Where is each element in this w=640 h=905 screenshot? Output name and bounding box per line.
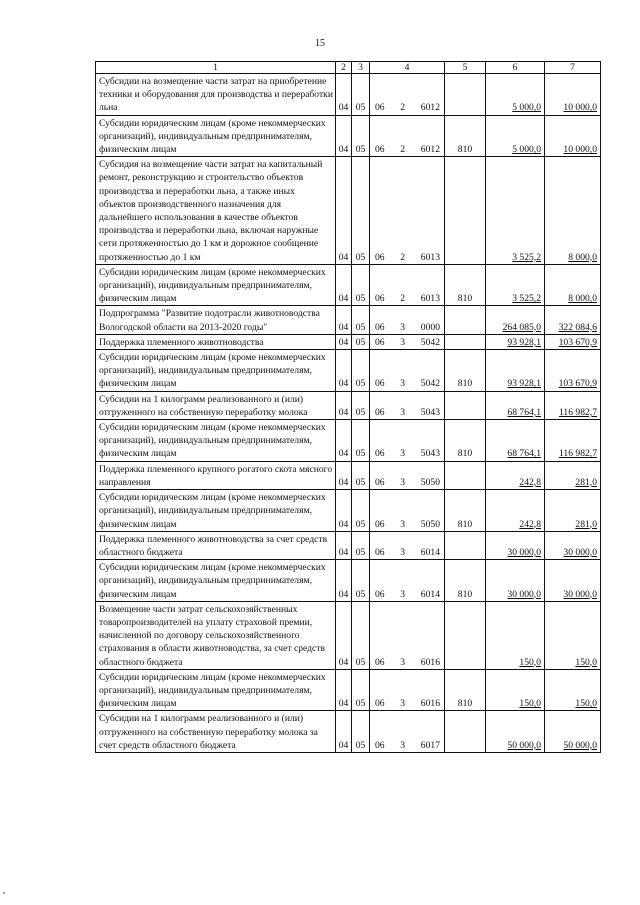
row-section: 04 [336, 74, 352, 116]
table-row [96, 711, 601, 753]
table-row [96, 264, 601, 306]
header-col-3: 3 [352, 62, 370, 74]
header-col-1: 1 [96, 62, 336, 74]
row-name: Поддержка племенного животноводства за счет средств областного бюджета [96, 531, 336, 559]
budget-table [95, 61, 601, 753]
row-amount-year2: 116 982,7 [545, 420, 601, 462]
row-amount-year1: 68 764,1 [486, 391, 545, 419]
article-subprogram: 3 [400, 406, 406, 418]
table-row [96, 334, 601, 349]
table-row [96, 115, 601, 157]
row-amount-year2: 116 982,7 [545, 391, 601, 419]
row-expense-type: 810 [445, 669, 486, 711]
row-amount-year1: 93 928,1 [486, 350, 545, 392]
row-expense-type: 810 [445, 115, 486, 157]
article-program: 06 [375, 378, 385, 390]
table-row [96, 74, 601, 116]
table-row [96, 669, 601, 711]
article-program: 06 [375, 739, 385, 751]
row-section: 04 [336, 334, 352, 349]
row-section: 04 [336, 157, 352, 265]
article-subprogram: 3 [400, 321, 406, 333]
row-expense-type [445, 74, 486, 116]
row-amount-year2: 8 000,0 [545, 264, 601, 306]
row-amount-year2: 281,0 [545, 461, 601, 489]
row-amount-year1: 5 000,0 [486, 74, 545, 116]
article-subprogram: 2 [400, 102, 406, 114]
row-section: 04 [336, 490, 352, 532]
row-section: 04 [336, 560, 352, 602]
row-amount-year2: 10 000,0 [545, 74, 601, 116]
row-target-article [370, 461, 445, 489]
row-name: Поддержка племенного крупного рогатого скота мясного направления [96, 461, 336, 489]
row-amount-year2: 10 000,0 [545, 115, 601, 157]
row-section: 04 [336, 601, 352, 669]
table-row [96, 420, 601, 462]
article-program: 06 [375, 698, 385, 710]
row-amount-year2: 150,0 [545, 669, 601, 711]
row-expense-type [445, 334, 486, 349]
article-subprogram: 3 [400, 546, 406, 558]
row-subsection: 05 [352, 711, 370, 753]
article-subprogram: 3 [400, 378, 406, 390]
row-name: Субсидии юридическим лицам (кроме некоммерческих организаций), индивидуальным предпринимателям, физическим лицам [96, 669, 336, 711]
row-amount-year1: 3 525,2 [486, 264, 545, 306]
row-name: Субсидии на возмещение части затрат на приобретение техники и оборудования для производства и переработки льна [96, 74, 336, 116]
row-target-article [370, 531, 445, 559]
article-code: 6014 [420, 588, 440, 600]
row-target-article [370, 490, 445, 532]
row-subsection: 05 [352, 264, 370, 306]
row-section: 04 [336, 306, 352, 334]
row-expense-type [445, 391, 486, 419]
row-subsection: 05 [352, 461, 370, 489]
row-subsection: 05 [352, 531, 370, 559]
row-amount-year2: 30 000,0 [545, 531, 601, 559]
article-code: 5042 [420, 378, 440, 390]
article-subprogram: 3 [400, 588, 406, 600]
row-subsection: 05 [352, 669, 370, 711]
article-program: 06 [375, 102, 385, 114]
row-subsection: 05 [352, 157, 370, 265]
article-subprogram: 2 [400, 293, 406, 305]
row-target-article [370, 560, 445, 602]
header-col-6: 6 [486, 62, 545, 74]
article-code: 5043 [420, 448, 440, 460]
row-target-article [370, 157, 445, 265]
article-code: 0000 [420, 321, 440, 333]
article-program: 06 [375, 144, 385, 156]
row-amount-year2: 50 000,0 [545, 711, 601, 753]
header-row [96, 62, 601, 74]
article-code: 5042 [420, 336, 440, 348]
row-amount-year1: 50 000,0 [486, 711, 545, 753]
row-amount-year1: 3 525,2 [486, 157, 545, 265]
article-subprogram: 2 [400, 251, 406, 263]
row-amount-year1: 5 000,0 [486, 115, 545, 157]
row-subsection: 05 [352, 334, 370, 349]
row-amount-year1: 93 928,1 [486, 334, 545, 349]
table-row [96, 461, 601, 489]
article-program: 06 [375, 293, 385, 305]
row-target-article [370, 350, 445, 392]
row-target-article [370, 601, 445, 669]
row-expense-type: 810 [445, 264, 486, 306]
row-amount-year1: 150,0 [486, 601, 545, 669]
row-section: 04 [336, 420, 352, 462]
row-name: Субсидии юридическим лицам (кроме некоммерческих организаций), индивидуальным предпринимателям, физическим лицам [96, 490, 336, 532]
article-code: 5050 [420, 476, 440, 488]
article-program: 06 [375, 448, 385, 460]
row-section: 04 [336, 264, 352, 306]
row-expense-type [445, 461, 486, 489]
article-program: 06 [375, 476, 385, 488]
row-amount-year1: 150,0 [486, 669, 545, 711]
row-subsection: 05 [352, 350, 370, 392]
row-target-article [370, 306, 445, 334]
header-col-7: 7 [545, 62, 601, 74]
row-subsection: 05 [352, 420, 370, 462]
row-subsection: 05 [352, 306, 370, 334]
row-section: 04 [336, 711, 352, 753]
row-name: Субсидии юридическим лицам (кроме некоммерческих организаций), индивидуальным предпринимателям, физическим лицам [96, 115, 336, 157]
row-name: Поддержка племенного животноводства [96, 334, 336, 349]
page-number: 15 [315, 38, 325, 49]
row-section: 04 [336, 461, 352, 489]
row-amount-year1: 242,8 [486, 490, 545, 532]
article-subprogram: 3 [400, 739, 406, 751]
row-expense-type: 810 [445, 560, 486, 602]
table-row [96, 531, 601, 559]
article-code: 6017 [420, 739, 440, 751]
row-name: Субсидии юридическим лицам (кроме некоммерческих организаций), индивидуальным предпринимателям, физическим лицам [96, 350, 336, 392]
article-program: 06 [375, 546, 385, 558]
article-code: 6013 [420, 293, 440, 305]
table-row [96, 350, 601, 392]
article-program: 06 [375, 336, 385, 348]
article-program: 06 [375, 518, 385, 530]
article-code: 6014 [420, 546, 440, 558]
row-section: 04 [336, 391, 352, 419]
row-section: 04 [336, 115, 352, 157]
row-expense-type: 810 [445, 490, 486, 532]
header-col-5: 5 [445, 62, 486, 74]
row-section: 04 [336, 531, 352, 559]
row-expense-type [445, 157, 486, 265]
row-subsection: 05 [352, 115, 370, 157]
row-amount-year2: 281,0 [545, 490, 601, 532]
row-target-article [370, 74, 445, 116]
row-amount-year1: 68 764,1 [486, 420, 545, 462]
row-name: Субсидии на 1 килограмм реализованного и (или) отгруженного на собственную переработку молока за счет средств областного бюджета [96, 711, 336, 753]
row-name: Субсидии юридическим лицам (кроме некоммерческих организаций), индивидуальным предпринимателям, физическим лицам [96, 560, 336, 602]
article-program: 06 [375, 406, 385, 418]
scan-speck [3, 892, 5, 894]
row-name: Возмещение части затрат сельскохозяйственных товаропроизводителей на уплату страховой премии, начисленной по договору сельскохозяйственного страхования в области животноводства, за счет средств областного бюджета [96, 601, 336, 669]
article-code: 5050 [420, 518, 440, 530]
row-target-article [370, 264, 445, 306]
row-target-article [370, 115, 445, 157]
article-subprogram: 2 [400, 144, 406, 156]
article-code: 6012 [420, 144, 440, 156]
row-expense-type [445, 601, 486, 669]
article-subprogram: 3 [400, 698, 406, 710]
row-amount-year2: 103 670,9 [545, 334, 601, 349]
row-name: Субсидии юридическим лицам (кроме некоммерческих организаций), индивидуальным предпринимателям, физическим лицам [96, 264, 336, 306]
article-program: 06 [375, 321, 385, 333]
row-subsection: 05 [352, 601, 370, 669]
table-row [96, 306, 601, 334]
row-amount-year2: 150,0 [545, 601, 601, 669]
row-name: Субсидии на 1 килограмм реализованного и (или) отгруженного на собственную переработку молока [96, 391, 336, 419]
row-expense-type [445, 531, 486, 559]
row-expense-type: 810 [445, 420, 486, 462]
row-amount-year1: 264 085,0 [486, 306, 545, 334]
row-subsection: 05 [352, 391, 370, 419]
row-name: Подпрограмма "Развитие подотрасли животноводства Вологодской области на 2013-2020 годы" [96, 306, 336, 334]
header-col-2: 2 [336, 62, 352, 74]
row-amount-year1: 242,8 [486, 461, 545, 489]
row-expense-type [445, 306, 486, 334]
article-program: 06 [375, 251, 385, 263]
row-target-article [370, 334, 445, 349]
row-amount-year1: 30 000,0 [486, 560, 545, 602]
row-target-article [370, 711, 445, 753]
row-amount-year2: 30 000,0 [545, 560, 601, 602]
row-target-article [370, 420, 445, 462]
article-subprogram: 3 [400, 448, 406, 460]
row-section: 04 [336, 350, 352, 392]
row-target-article [370, 669, 445, 711]
header-col-4: 4 [370, 62, 445, 74]
table-row [96, 490, 601, 532]
row-target-article [370, 391, 445, 419]
row-subsection: 05 [352, 490, 370, 532]
row-amount-year2: 8 000,0 [545, 157, 601, 265]
row-subsection: 05 [352, 74, 370, 116]
article-code: 5043 [420, 406, 440, 418]
article-program: 06 [375, 656, 385, 668]
article-code: 6016 [420, 698, 440, 710]
row-expense-type [445, 711, 486, 753]
article-subprogram: 3 [400, 476, 406, 488]
article-code: 6016 [420, 656, 440, 668]
row-amount-year1: 30 000,0 [486, 531, 545, 559]
article-program: 06 [375, 588, 385, 600]
row-name: Субсидия на возмещение части затрат на капитальный ремонт, реконструкцию и строительство объектов производства и переработки льна, а также иных объектов производственного назначения для дальнейшего использования в качестве объектов производства и переработки льна, включая наружные сети протяженностью до 1 км и дорожное сообщение протяженностью до 1 км [96, 157, 336, 265]
article-subprogram: 3 [400, 336, 406, 348]
article-subprogram: 3 [400, 656, 406, 668]
table-row [96, 157, 601, 265]
row-section: 04 [336, 669, 352, 711]
article-code: 6012 [420, 102, 440, 114]
row-amount-year2: 103 670,9 [545, 350, 601, 392]
table-row [96, 560, 601, 602]
row-expense-type: 810 [445, 350, 486, 392]
row-name: Субсидии юридическим лицам (кроме некоммерческих организаций), индивидуальным предпринимателям, физическим лицам [96, 420, 336, 462]
article-code: 6013 [420, 251, 440, 263]
article-subprogram: 3 [400, 518, 406, 530]
table-row [96, 391, 601, 419]
row-subsection: 05 [352, 560, 370, 602]
row-amount-year2: 322 084,6 [545, 306, 601, 334]
table-row [96, 601, 601, 669]
